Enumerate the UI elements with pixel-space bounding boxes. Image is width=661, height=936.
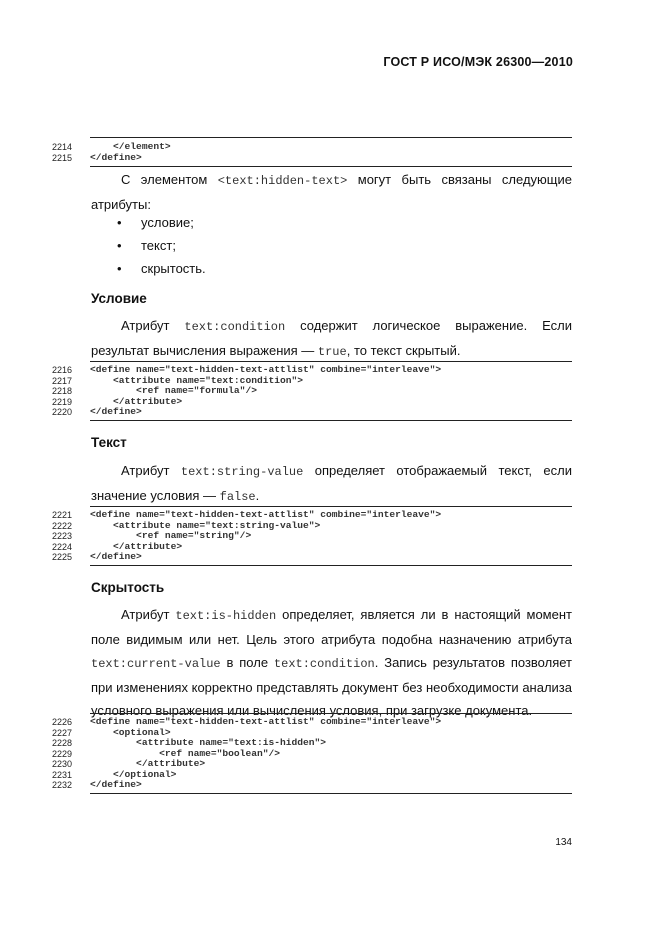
section-heading-condition: Условие (91, 291, 147, 306)
intro-text: могут быть связаны следующие атрибуты: (91, 172, 572, 212)
para-text: , то текст скрытый. (346, 343, 461, 358)
code-line (52, 142, 572, 153)
code-text: </attribute> (90, 758, 206, 769)
attribute-list (117, 211, 206, 280)
code-text: </optional> (90, 768, 177, 780)
list-item: • условие; (117, 211, 206, 234)
inline-code: text:is-hidden (175, 609, 277, 623)
para-text: Атрибут (121, 318, 185, 333)
code-line (52, 717, 572, 728)
inline-code: true (317, 345, 347, 359)
line-number: 2217 (52, 375, 73, 386)
line-number: 2229 (52, 748, 73, 759)
code-text: </define> (90, 151, 142, 163)
line-number: 2224 (52, 541, 73, 552)
line-number: 2228 (52, 738, 73, 748)
para-text: определяет, является ли в настоящий момент поле видимым или нет. Цель этого атрибута подобна назначению атрибута (91, 607, 572, 647)
code-text: <attribute name="text:is-hidden"> (90, 737, 327, 748)
line-number: 2216 (52, 365, 73, 375)
line-number: 2225 (52, 552, 73, 562)
code-text: </element> (90, 141, 171, 152)
code-text: </define> (90, 779, 142, 790)
condition-paragraph (91, 314, 572, 364)
code-text: </define> (90, 406, 142, 417)
line-number: 2231 (52, 769, 73, 780)
code-text: <define name="text-hidden-text-attlist" combine="interleave"> (90, 509, 442, 520)
code-line (52, 531, 572, 542)
code-text: <attribute name="text:condition"> (90, 374, 304, 386)
intro-text: С элементом (121, 172, 218, 187)
code-text: <define name="text-hidden-text-attlist" combine="interleave"> (90, 716, 442, 727)
code-rule-bottom (90, 793, 572, 794)
para-text: определяет отображаемый текст, если значение условия — (91, 463, 572, 503)
intro-paragraph (91, 168, 572, 216)
inline-code: text:current-value (91, 657, 221, 671)
line-number: 2222 (52, 520, 73, 531)
para-text: Атрибут (121, 607, 176, 622)
text-paragraph (91, 459, 572, 509)
code-line (52, 510, 572, 521)
code-rule-bottom (90, 166, 572, 167)
code-line (52, 738, 572, 749)
code-line (52, 780, 572, 791)
code-text: <define name="text-hidden-text-attlist" combine="interleave"> (90, 364, 442, 375)
section-heading-hidden: Скрытость (91, 580, 165, 595)
para-text: . (255, 488, 260, 503)
line-number: 2220 (52, 407, 73, 417)
code-text: <optional> (90, 726, 171, 738)
code-line (52, 386, 572, 397)
code-line (52, 407, 572, 418)
code-rule-bottom (90, 420, 572, 421)
section-heading-text: Текст (91, 435, 127, 450)
inline-code: text:condition (273, 657, 375, 671)
code-text: <ref name="boolean"/> (90, 747, 280, 759)
para-text: в поле (220, 655, 274, 670)
list-item-text: условие; (141, 215, 194, 230)
line-number: 2227 (52, 727, 73, 738)
para-text: содержит логическое выражение. Если результат вычисления выражения — (91, 318, 572, 358)
code-block-2 (52, 361, 572, 421)
list-item: • скрытость. (117, 257, 206, 280)
line-number: 2219 (52, 396, 73, 407)
code-text: </attribute> (90, 540, 183, 552)
para-text: . Запись результатов позволяет при изменениях корректно представлять документ без необходимости анализа условного выражения или вычисления условия, при загрузке документа. (91, 655, 573, 718)
inline-code: text:condition (184, 320, 286, 334)
list-item-text: текст; (141, 238, 176, 253)
line-number: 2221 (52, 510, 73, 520)
code-block-4 (52, 713, 572, 794)
page-number: 134 (555, 837, 572, 848)
line-number: 2232 (52, 780, 73, 790)
code-rule-bottom (90, 565, 572, 566)
code-line (52, 365, 572, 376)
document-header: ГОСТ Р ИСО/МЭК 26300—2010 (383, 55, 573, 69)
hidden-paragraph (91, 603, 572, 722)
code-block-1 (52, 137, 572, 167)
inline-code: <text:hidden-text> (217, 174, 348, 188)
line-number: 2215 (52, 152, 73, 163)
line-number: 2214 (52, 142, 73, 152)
line-number: 2218 (52, 386, 73, 396)
code-line (52, 552, 572, 563)
line-number: 2230 (52, 759, 73, 769)
code-text: <attribute name="text:string-value"> (90, 519, 321, 531)
code-block-3 (52, 506, 572, 566)
code-line (52, 153, 572, 164)
line-number: 2223 (52, 531, 73, 541)
inline-code: text:string-value (180, 465, 304, 479)
list-item: • текст; (117, 234, 206, 257)
para-text: Атрибут (121, 463, 181, 478)
line-number: 2226 (52, 717, 73, 727)
list-item-text: скрытость. (141, 261, 206, 276)
code-text: <ref name="string"/> (90, 530, 252, 541)
code-line (52, 759, 572, 770)
inline-code: false (219, 490, 256, 504)
code-text: </attribute> (90, 395, 183, 407)
code-text: <ref name="formula"/> (90, 385, 257, 396)
code-text: </define> (90, 551, 142, 562)
